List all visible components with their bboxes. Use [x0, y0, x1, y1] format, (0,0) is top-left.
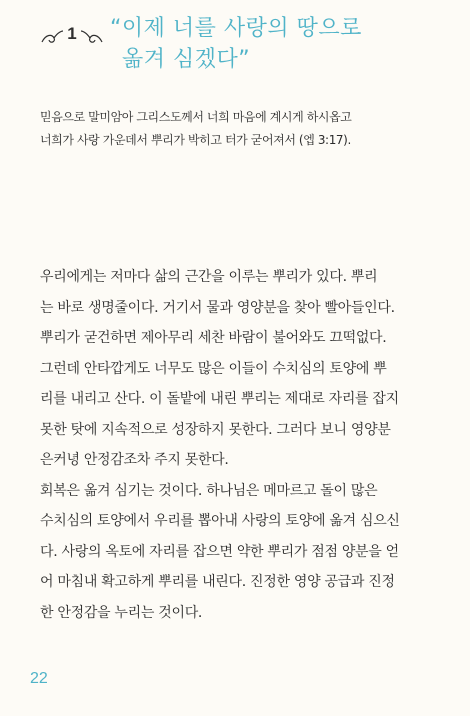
- body-line: 어 마침내 확고하게 뿌리를 내린다. 진정한 영양 공급과 진정: [40, 574, 395, 590]
- body-line: 우리에게는 저마다 삶의 근간을 이루는 뿌리가 있다. 뿌리: [40, 269, 378, 285]
- scripture-verse: [40, 106, 450, 152]
- body-line: 뿌리가 굳건하면 제아무리 세찬 바람이 불어와도 끄떡없다.: [40, 330, 387, 346]
- body-line: 다. 사랑의 옥토에 자리를 잡으면 약한 뿌리가 점점 양분을 얻: [40, 543, 399, 560]
- body-line: 그런데 안타깝게도 너무도 많은 이들이 수치심의 토양에 뿌: [40, 360, 387, 377]
- body-line: 리를 내리고 산다. 이 돌밭에 내린 뿌리는 제대로 자리를 잡지: [40, 391, 399, 407]
- verse-line: 믿음으로 말미암아 그리스도께서 너희 마음에 계시게 하시옵고: [40, 110, 352, 124]
- chapter-title-line2: 옮겨 심겠다”: [122, 47, 251, 72]
- verse-line: 너희가 사랑 가운데서 뿌리가 박히고 터가 굳어져서 (엡 3:17).: [40, 133, 351, 147]
- body-line: 는 바로 생명줄이다. 거기서 물과 영양분을 찾아 빨아들인다.: [40, 299, 395, 316]
- chapter-title: [110, 13, 440, 75]
- body-line: 수치심의 토양에서 우리를 뽑아내 사랑의 토양에 옮겨 심으신: [40, 513, 400, 529]
- body-line: 못한 탓에 지속적으로 성장하지 못한다. 그러다 보니 영양분: [40, 421, 391, 438]
- body-line: 은커녕 안정감조차 주지 못한다.: [40, 452, 229, 468]
- body-paragraphs: [40, 262, 452, 628]
- body-line: 한 안정감을 누리는 것이다.: [40, 604, 203, 621]
- page-number: 22: [30, 670, 48, 687]
- chapter-number: 1: [67, 24, 77, 43]
- body-line: 회복은 옮겨 심기는 것이다. 하나님은 메마르고 돌이 많은: [40, 482, 378, 499]
- chapter-title-line1: “이제 너를 사랑의 땅으로: [110, 16, 362, 41]
